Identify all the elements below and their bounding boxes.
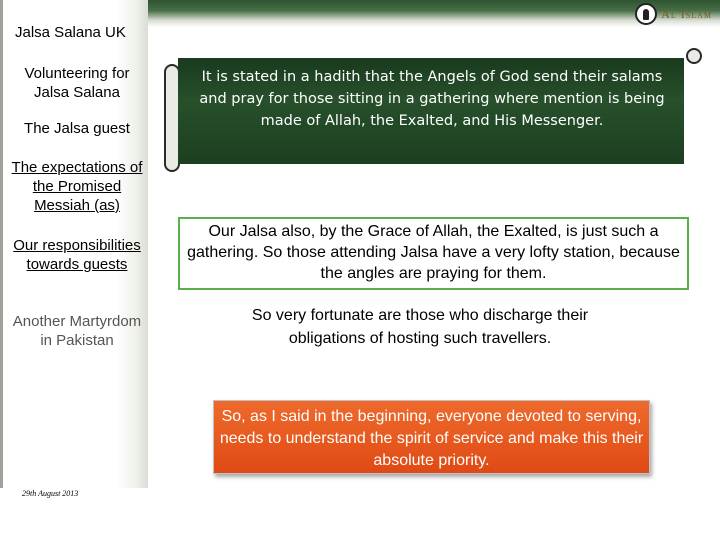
brand-logo[interactable] [635,2,712,26]
minaret-emblem-icon [635,3,657,25]
sidebar-item-martyrdom[interactable]: Another Martyrdom in Pakistan [12,313,142,349]
brand-text: Al Islam [661,6,712,21]
sidebar-item-responsibilities[interactable]: Our responsibilities towards guests [13,237,141,273]
hosting-text: So very fortunate are those who discharge their obligations of hosting such travellers. [251,307,589,347]
sidebar-item-volunteering[interactable]: Volunteering for Jalsa Salana [24,65,130,101]
slide-date: 29th August 2013 [22,489,79,498]
top-banner [148,0,720,27]
sidebar-item-jalsa-guest[interactable]: The Jalsa guest [24,120,130,137]
sidebar [0,0,148,488]
sidebar-item-expectations[interactable]: The expectations of the Promised Messiah (as) [11,159,143,214]
sidebar-title: Jalsa Salana UK [15,24,126,41]
scroll-curl-right [686,48,702,64]
callout-text: So, as I said in the beginning, everyone devoted to serving, needs to understand the spirit of service and make this their absolute priority. [219,408,644,469]
hadith-quote: It is stated in a hadith that the Angels of God send their salams and pray for those sitting in a gathering where mention is being made of Allah, the Exalted, and His Messenger. [199,69,665,129]
highlight-text: Our Jalsa also, by the Grace of Allah, the Exalted, is just such a gathering. So those attending Jalsa have a very lofty station, because the angles are praying for them. [187,223,680,282]
